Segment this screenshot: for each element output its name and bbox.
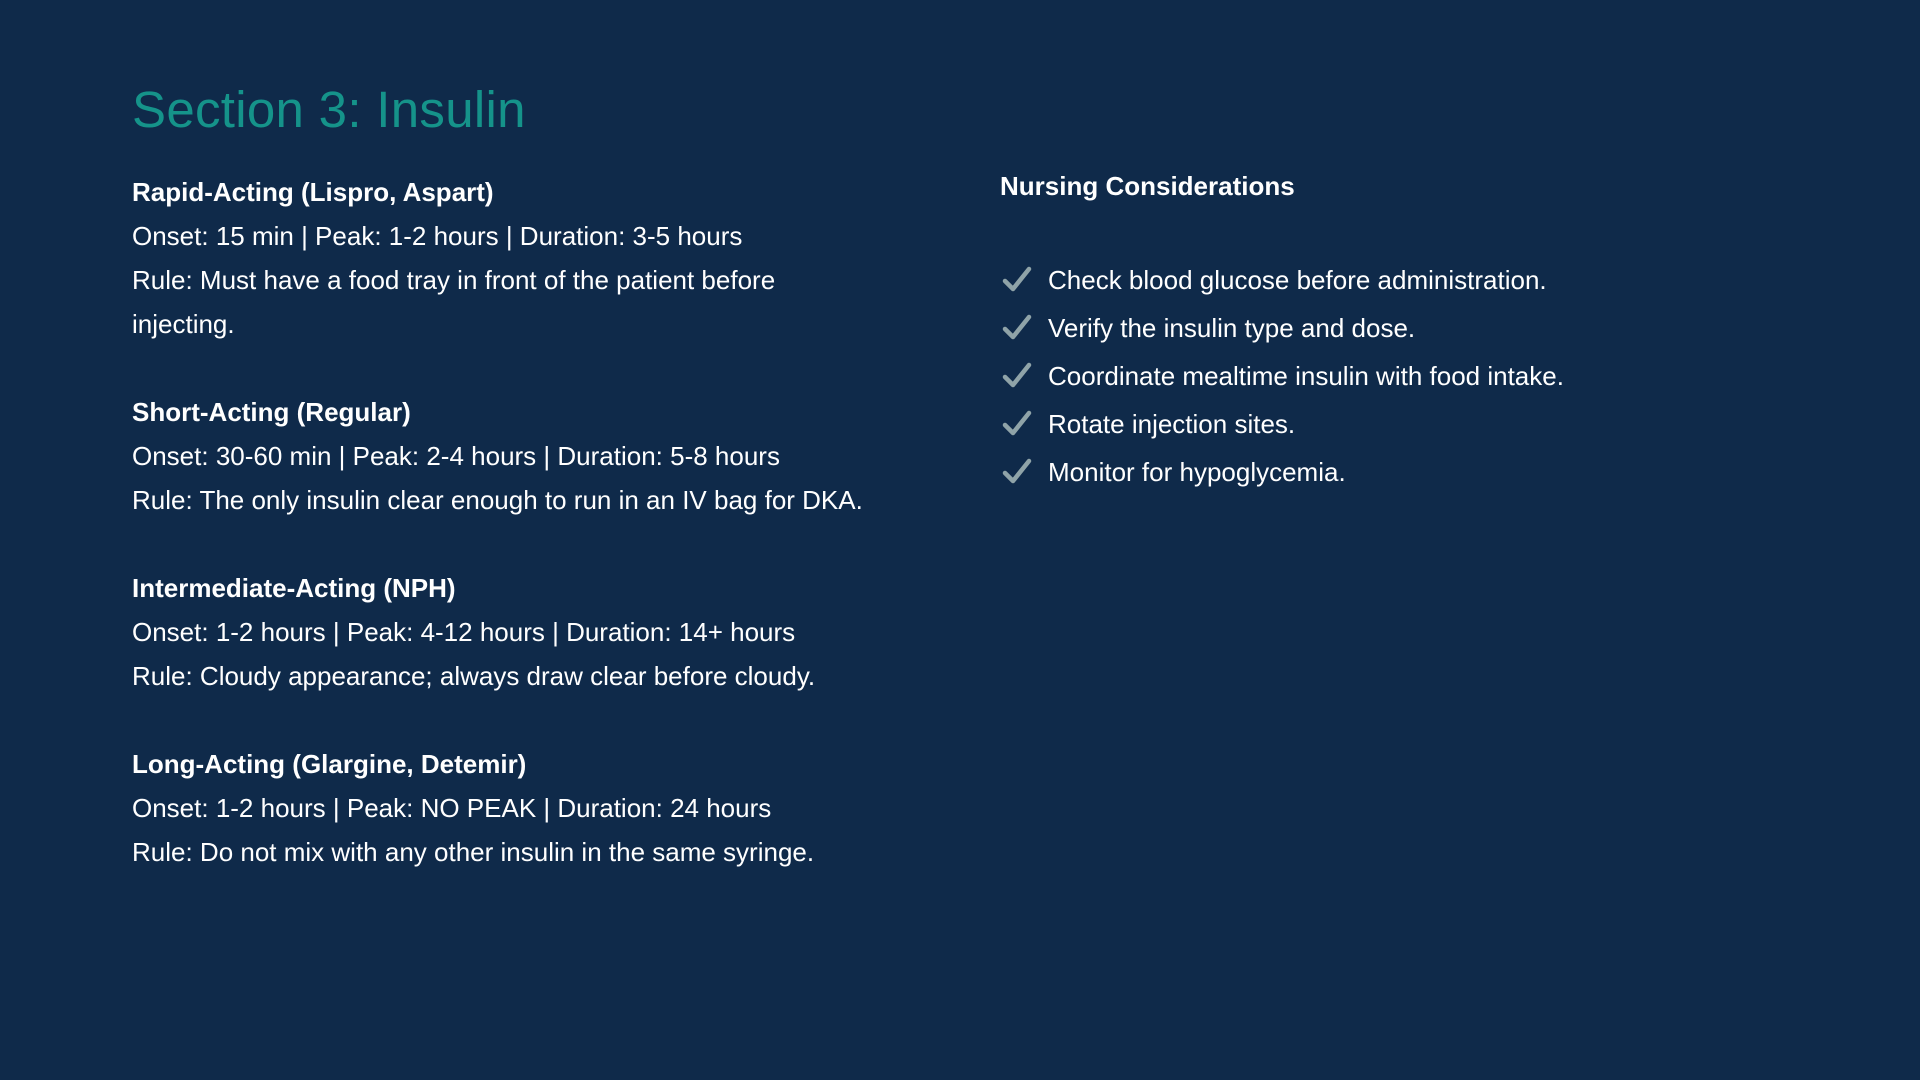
- checkmark-icon: [1000, 359, 1034, 393]
- checklist-item: [1000, 304, 1820, 352]
- section-timing: Onset: 15 min | Peak: 1-2 hours | Duration: 3-5 hours: [132, 221, 743, 251]
- slide-title: Section 3: Insulin: [132, 81, 526, 138]
- section-rule: Rule: Cloudy appearance; always draw clear before cloudy.: [132, 661, 816, 691]
- section-rule: Rule: Must have a food tray in front of the patient before injecting.: [132, 265, 776, 339]
- section-timing: Onset: 1-2 hours | Peak: NO PEAK | Duration: 24 hours: [132, 793, 772, 823]
- nursing-considerations-column: [1000, 164, 1820, 496]
- checklist-item-text: Check blood glucose before administration.: [1048, 265, 1547, 295]
- checkmark-icon: [1000, 455, 1034, 489]
- insulin-types-column: [132, 170, 932, 918]
- section-timing: Onset: 30-60 min | Peak: 2-4 hours | Duration: 5-8 hours: [132, 441, 780, 471]
- checklist-item: [1000, 352, 1820, 400]
- checklist-item-text: Coordinate mealtime insulin with food intake.: [1048, 361, 1564, 391]
- checkmark-icon: [1000, 263, 1034, 297]
- insulin-section-short: [132, 390, 932, 522]
- nursing-heading: Nursing Considerations: [1000, 171, 1295, 201]
- section-heading: Rapid-Acting (Lispro, Aspart): [132, 177, 494, 207]
- section-heading: Short-Acting (Regular): [132, 397, 411, 427]
- checklist-item-text: Rotate injection sites.: [1048, 409, 1296, 439]
- checklist-item: [1000, 400, 1820, 448]
- insulin-section-intermediate: [132, 566, 932, 698]
- nursing-checklist: [1000, 256, 1820, 496]
- checklist-item-text: Monitor for hypoglycemia.: [1048, 457, 1346, 487]
- section-heading: Long-Acting (Glargine, Detemir): [132, 749, 527, 779]
- checklist-item-text: Verify the insulin type and dose.: [1048, 313, 1416, 343]
- checklist-item: [1000, 448, 1820, 496]
- section-rule: Rule: Do not mix with any other insulin in the same syringe.: [132, 837, 815, 867]
- section-timing: Onset: 1-2 hours | Peak: 4-12 hours | Duration: 14+ hours: [132, 617, 796, 647]
- checkmark-icon: [1000, 311, 1034, 345]
- section-rule: Rule: The only insulin clear enough to run in an IV bag for DKA.: [132, 485, 863, 515]
- checkmark-icon: [1000, 407, 1034, 441]
- checklist-item: [1000, 256, 1820, 304]
- insulin-section-rapid: [132, 170, 932, 346]
- insulin-section-long: [132, 742, 932, 874]
- section-heading: Intermediate-Acting (NPH): [132, 573, 456, 603]
